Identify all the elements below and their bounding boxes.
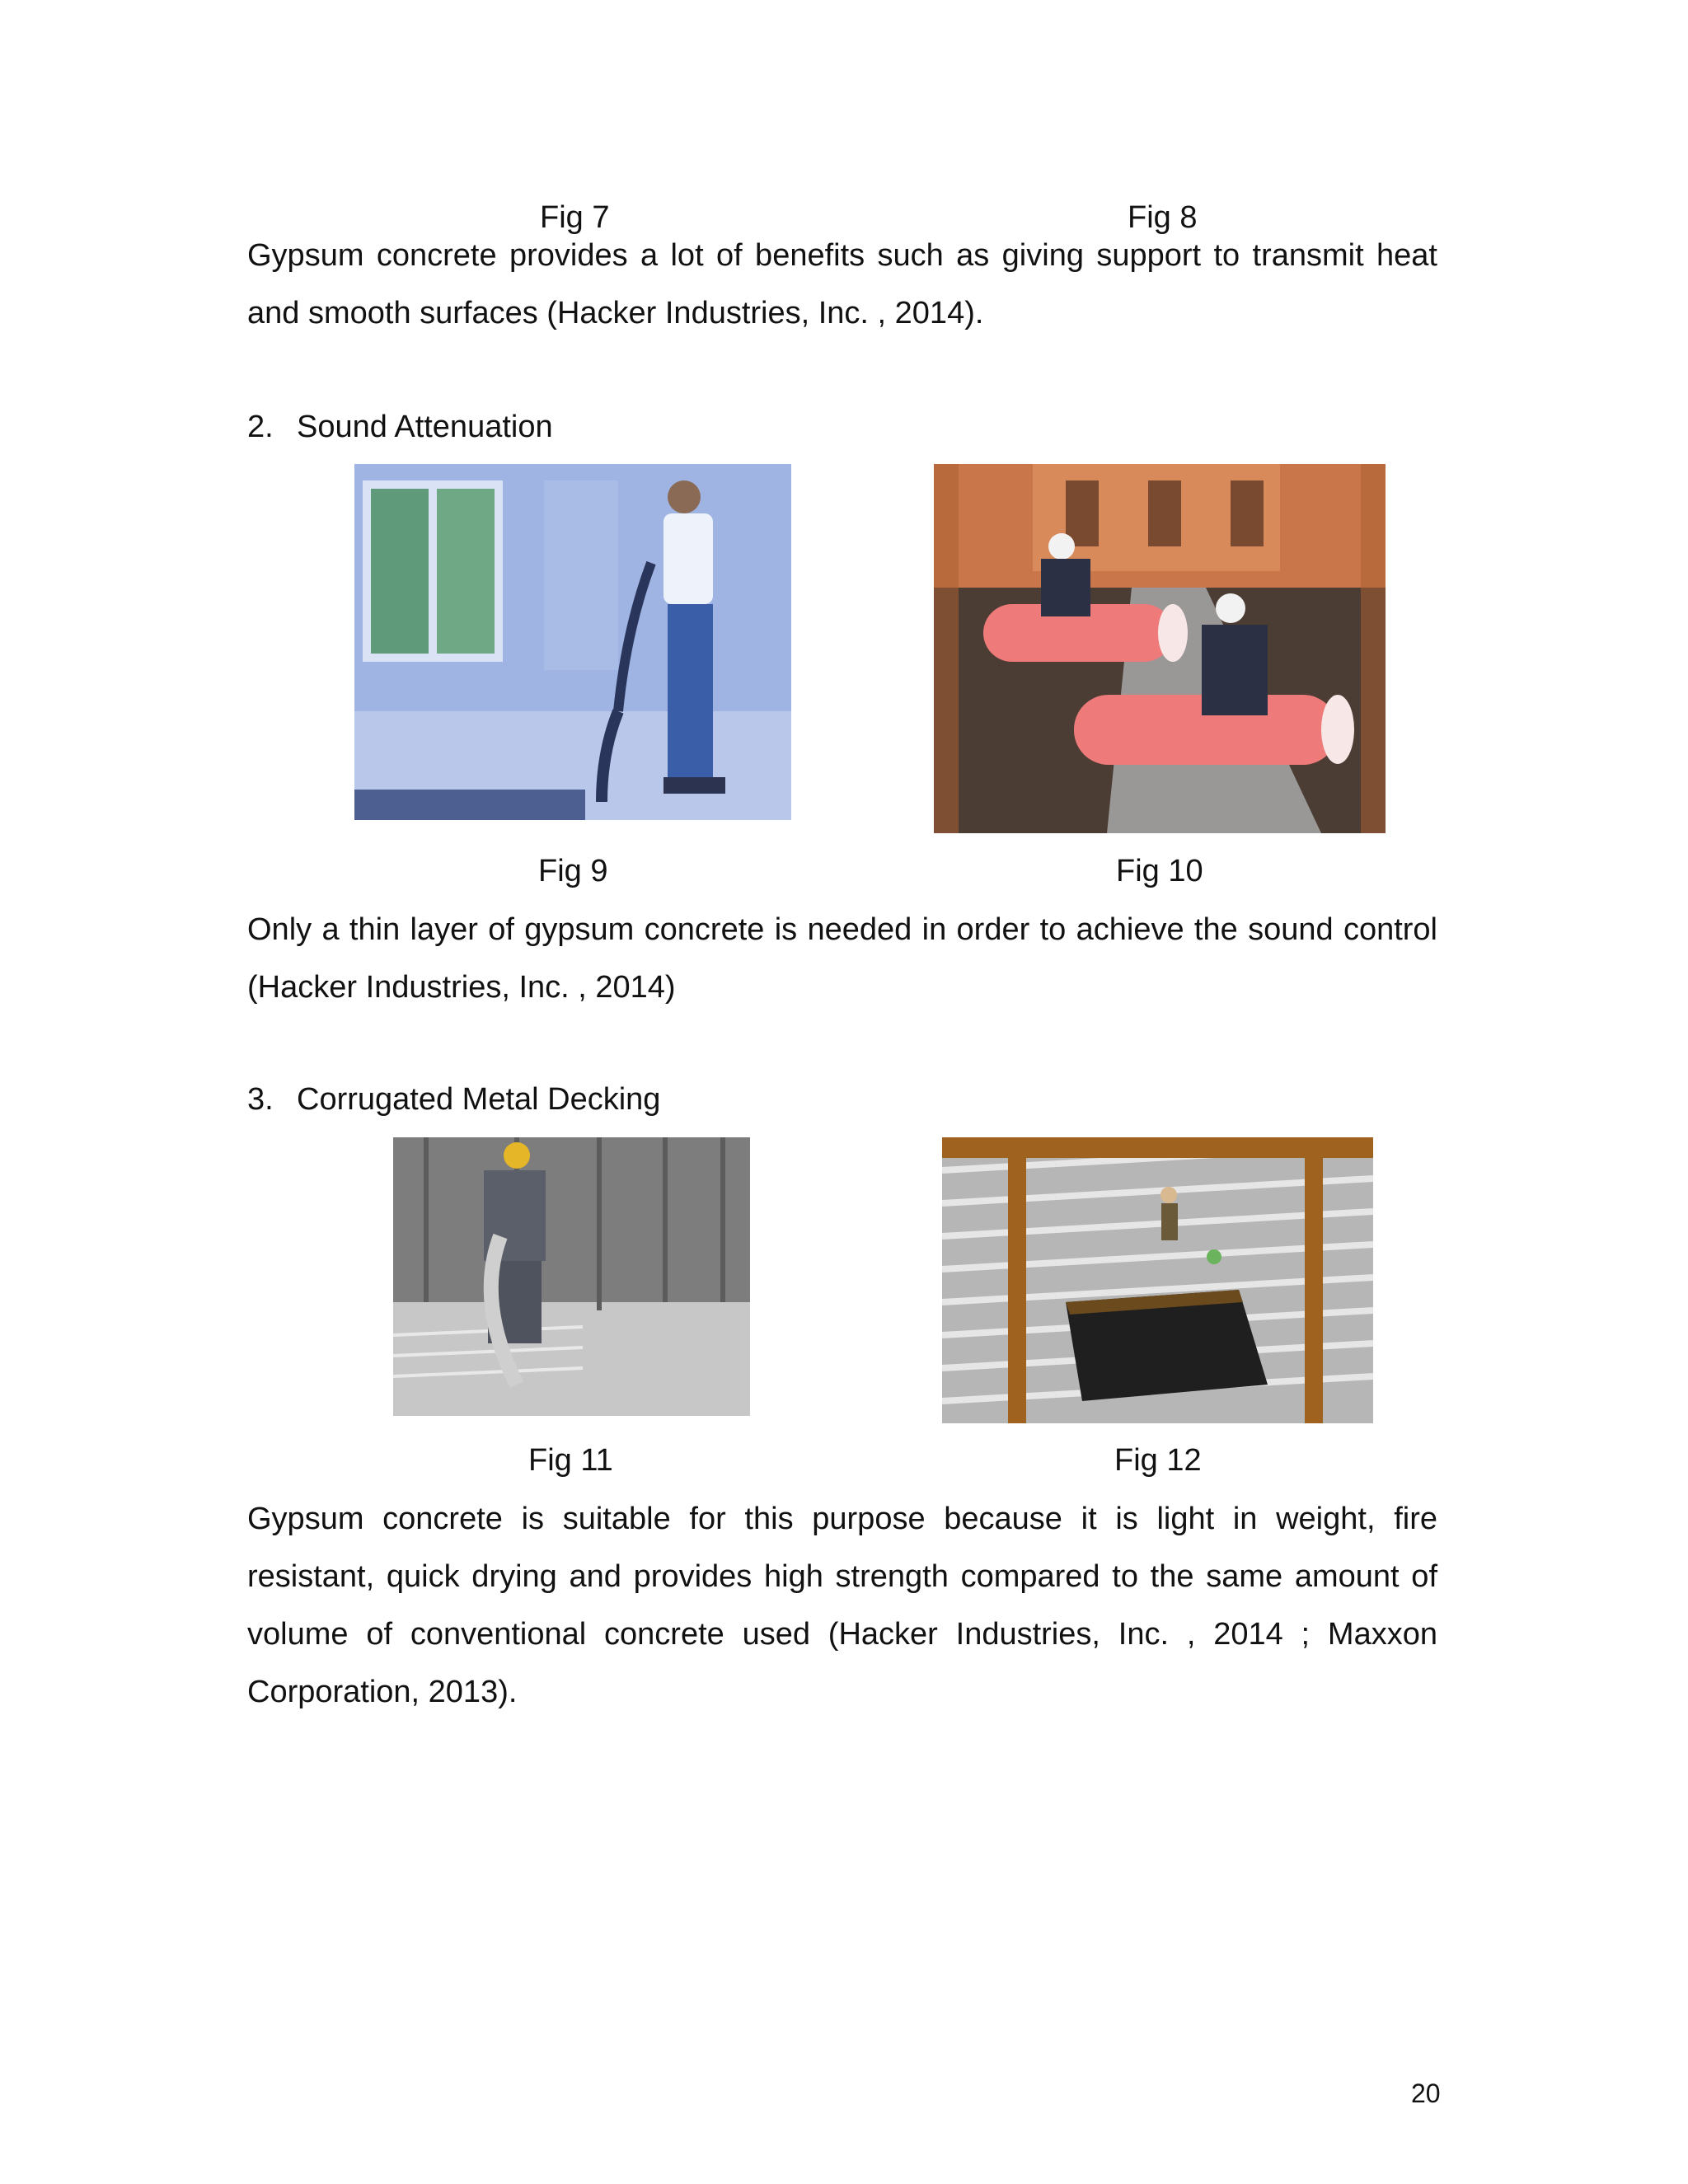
photo-fig-9-pouring-gypsum bbox=[354, 464, 791, 820]
paragraph-heat-transmission: Gypsum concrete provides a lot of benefits such as giving support to transmit heat and smooth surfaces (Hacker Industries, Inc. , 2014). bbox=[247, 238, 1437, 330]
caption-fig-11: Fig 11 bbox=[528, 1443, 613, 1478]
paragraph-sound-control: Only a thin layer of gypsum concrete is needed in order to achieve the sound control (Hacker Industries, Inc. , 2014) bbox=[247, 912, 1437, 1005]
photo-fig-11-hose-on-decking bbox=[393, 1137, 750, 1416]
section-heading-corrugated-metal-decking bbox=[247, 1081, 660, 1118]
photo-fig-12-illustration bbox=[942, 1137, 1373, 1423]
section-number: 2. bbox=[247, 410, 274, 444]
photo-fig-10-rolling-mats bbox=[934, 464, 1386, 833]
caption-fig-10: Fig 10 bbox=[1116, 854, 1203, 888]
caption-fig-8: Fig 8 bbox=[1128, 200, 1198, 235]
photo-fig-11-illustration bbox=[393, 1137, 750, 1416]
caption-fig-9: Fig 9 bbox=[538, 854, 608, 888]
caption-fig-7: Fig 7 bbox=[540, 200, 610, 235]
photo-fig-9-illustration bbox=[354, 464, 791, 820]
page-number: 20 bbox=[1411, 2079, 1441, 2108]
section-title: Sound Attenuation bbox=[297, 410, 553, 444]
section-heading-sound-attenuation bbox=[247, 409, 553, 445]
section-number: 3. bbox=[247, 1082, 274, 1117]
photo-fig-10-illustration bbox=[934, 464, 1386, 833]
photo-fig-12-metal-decking bbox=[942, 1137, 1373, 1423]
paragraph-decking-benefits: Gypsum concrete is suitable for this purpose because it is light in weight, fire resistant, quick drying and provides high strength compared to the same amount of volume of conventional concrete used (Hacker Industries, Inc. , 2014 ; Maxxon Corporation, 2013). bbox=[247, 1502, 1437, 1709]
caption-fig-12: Fig 12 bbox=[1114, 1443, 1202, 1478]
section-title: Corrugated Metal Decking bbox=[297, 1082, 661, 1117]
